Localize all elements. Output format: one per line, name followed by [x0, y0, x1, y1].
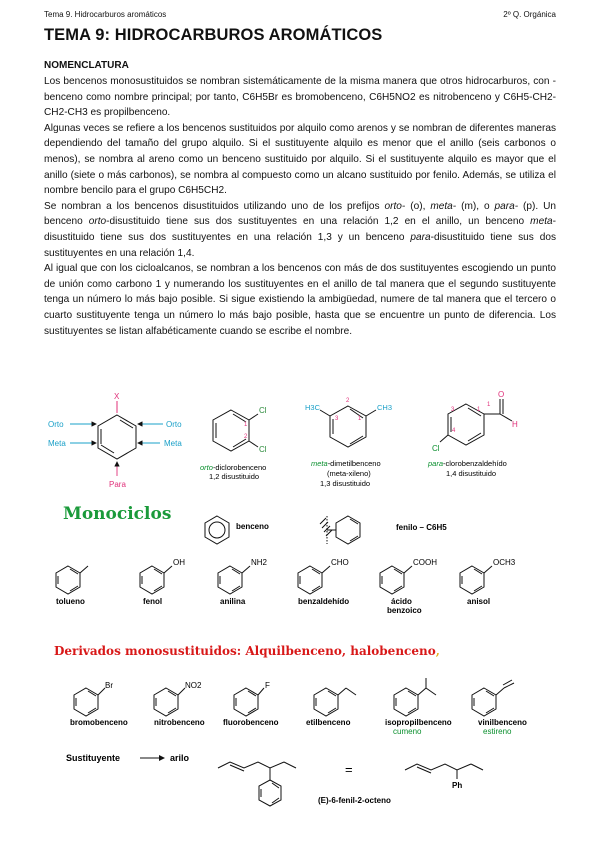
svg-text:Ph: Ph	[452, 781, 463, 790]
anisole	[460, 558, 516, 606]
svg-text:O: O	[498, 390, 505, 399]
para-label: Para	[109, 480, 126, 489]
paragraph-4: Al igual que con los cicloalcanos, se nombran a los bencenos con más de dos sustituyentes escogiendo un punto de unión como carbono 1 y numerando los sustituyentes en el anillo de tal manera que el segundo sustituyente tenga un número lo más bajo posible. Si sigue existiendo la ambigüedad, numere de tal manera que el tercero o cuarto sustituyente tenga un número lo más bajo posible, hasta que se encuentre un punto de diferencia. Los sustituyentes se listan alfabéticamente cuando se escribe el nombre.	[44, 263, 556, 337]
svg-text:anisol: anisol	[467, 597, 491, 606]
svg-text:1: 1	[477, 407, 481, 413]
svg-text:vinilbenceno: vinilbenceno	[478, 718, 527, 727]
fenil-octeno-short	[405, 764, 483, 790]
svg-text:para-clorobenzaldehído: para-clorobenzaldehído	[428, 459, 507, 468]
sustituyente-label: Sustituyente	[66, 753, 121, 763]
svg-text:meta-dimetilbenceno: meta-dimetilbenceno	[311, 459, 381, 468]
svg-text:OCH3: OCH3	[493, 558, 516, 567]
svg-text:3: 3	[451, 407, 455, 413]
svg-text:isopropilbenceno: isopropilbenceno	[385, 718, 452, 727]
svg-text:3: 3	[335, 416, 339, 422]
svg-text:H3C: H3C	[305, 403, 321, 412]
svg-text:benceno: benceno	[236, 522, 269, 531]
svg-text:benzaldehído: benzaldehído	[298, 597, 350, 606]
benzoic-acid	[380, 558, 437, 615]
svg-text:benzoico: benzoico	[387, 606, 422, 615]
nitrobenzene	[154, 681, 205, 727]
svg-text:H: H	[512, 420, 518, 429]
svg-text:fluorobenceno: fluorobenceno	[223, 718, 279, 727]
orto-left-label: Orto	[48, 420, 64, 429]
equals-sign: =	[345, 762, 353, 777]
svg-text:1: 1	[244, 422, 248, 428]
ethylbenzene	[306, 688, 356, 727]
svg-text:CH3: CH3	[377, 403, 393, 412]
para-chlorobenzaldehyde	[427, 390, 518, 478]
benzaldehyde	[298, 558, 349, 606]
svg-text:Cl: Cl	[259, 406, 267, 415]
vinylbenzene	[472, 680, 527, 736]
svg-text:2: 2	[346, 398, 350, 404]
svg-text:anilina: anilina	[220, 597, 246, 606]
svg-text:ácido: ácido	[391, 597, 412, 606]
ortho-meta-para-diagram	[48, 392, 182, 489]
benzene-structure	[205, 516, 269, 544]
page-title: TEMA 9: HIDROCARBUROS AROMÁTICOS	[44, 26, 383, 44]
svg-text:1,2 disustituido: 1,2 disustituido	[209, 472, 260, 481]
svg-text:COOH: COOH	[413, 558, 437, 567]
svg-text:fenol: fenol	[143, 597, 163, 606]
svg-text:Br: Br	[105, 681, 113, 690]
svg-text:nitrobenceno: nitrobenceno	[154, 718, 205, 727]
svg-text:(meta-xileno): (meta-xileno)	[327, 469, 371, 478]
svg-text:NH2: NH2	[251, 558, 268, 567]
meta-right-label: Meta	[164, 439, 182, 448]
toluene	[56, 566, 88, 606]
header-right: 2º Q. Orgánica	[503, 10, 556, 19]
meta-xylene	[305, 398, 392, 488]
arilo-label: arilo	[170, 753, 190, 763]
header-left: Tema 9. Hidrocarburos aromáticos	[44, 10, 167, 19]
svg-text:cumeno: cumeno	[393, 727, 422, 736]
svg-text:fenilo – C6H5: fenilo – C6H5	[396, 523, 447, 532]
svg-text:Cl: Cl	[259, 445, 267, 454]
svg-text:4: 4	[452, 428, 456, 434]
svg-text:1: 1	[487, 402, 491, 408]
svg-text:1,3 disustituido: 1,3 disustituido	[320, 479, 371, 488]
monociclos-heading: Monociclos	[63, 504, 172, 524]
svg-text:NO2: NO2	[185, 681, 202, 690]
svg-text:OH: OH	[173, 558, 185, 567]
ortho-dichlorobenzene	[200, 406, 267, 481]
svg-text:1,4 disustituido: 1,4 disustituido	[446, 469, 497, 478]
paragraph-2: Algunas veces se refiere a los bencenos sustituidos por alquilo como arenos y se nombran de diferentes maneras dependiendo del tamaño del grupo alquilo. Si el sustituyente alquilo es menor que el anillo (seis carbonos o menos), se nombra al areno como un benceno sustituido por alquilo. Si el sustituyente alquilo es mayor que el anillo (siete o más carbonos), se nombra al compuesto como un alcano sustituido por fenilo. Además, se utiliza el nombre bencilo para el grupo C6H5CH2.	[44, 122, 556, 197]
svg-text:bromobenceno: bromobenceno	[70, 718, 128, 727]
derivados-heading: Derivados monosustituidos: Alquilbenceno, halobenceno,	[54, 644, 440, 658]
svg-text:F: F	[265, 681, 270, 690]
aniline	[218, 558, 268, 606]
svg-text:2: 2	[244, 434, 248, 440]
svg-text:1: 1	[358, 416, 362, 422]
svg-text:estireno: estireno	[483, 727, 512, 736]
meta-left-label: Meta	[48, 439, 66, 448]
fluorobenzene	[223, 681, 279, 727]
phenyl-structure	[320, 516, 447, 544]
paragraph-3: Se nombran a los bencenos disustituidos utilizando uno de los prefijos orto- (o), meta- (m), o para- (p). Un benceno orto-disustituido tiene sus dos sustituyentes en una relación 1,2 en el anillo, un benceno meta-disustituido tiene sus dos sustituyentes en una relación 1,3 y un benceno para-disustituido tiene sus dos sustituyentes en una relación 1,4.	[44, 200, 557, 259]
svg-text:CHO: CHO	[331, 558, 349, 567]
bromobenzene	[70, 681, 128, 727]
svg-text:tolueno: tolueno	[56, 597, 85, 606]
svg-text:etilbenceno: etilbenceno	[306, 718, 351, 727]
isopropylbenzene	[385, 678, 452, 736]
x-label: X	[114, 392, 120, 401]
paragraph-1: Los bencenos monosustituidos se nombran sistemáticamente de la misma manera que otros hidrocarburos, con -benceno como nombre principal; por tanto, C6H5Br es bromobenceno, C6H5NO2 es nitrobenceno y C6H5-CH2-CH2-CH3 es propilbenceno.	[44, 76, 556, 119]
phenol	[140, 558, 185, 606]
section-heading: NOMENCLATURA	[44, 60, 129, 71]
fenil-octeno-structure	[218, 762, 296, 806]
svg-text:Cl: Cl	[432, 444, 440, 453]
orto-right-label: Orto	[166, 420, 182, 429]
svg-text:orto-diclorobenceno: orto-diclorobenceno	[200, 463, 267, 472]
compound-name: (E)-6-fenil-2-octeno	[318, 796, 391, 805]
